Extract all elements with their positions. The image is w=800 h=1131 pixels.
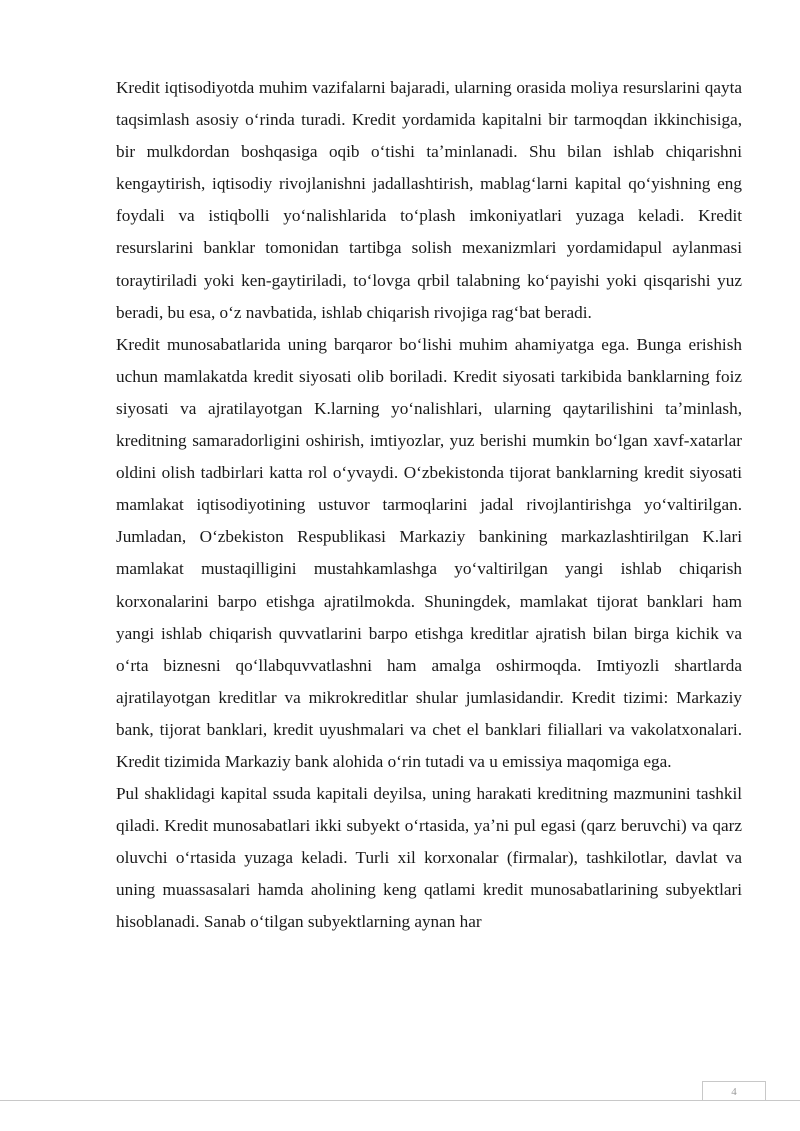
page-number-box xyxy=(702,1081,766,1100)
page-number: 4 xyxy=(731,1086,737,1098)
paragraph-3: Pul shaklidagi kapital ssuda kapitali deyilsa, uning harakati kreditning mazmunini tashkil qiladi. Kredit munosabatlari ikki subyekt oʻrtasida, yaʼni pul egasi (qarz beruvchi) va qarz oluvchi oʻrtasida yuzaga keladi. Turli xil korxonalar (firmalar), tashkilotlar, davlat va uning muassasalari hamda aholining keng qatlami kredit munosabatlarining subyektlari hisoblanadi. Sanab oʻtilgan subyektlarning aynan har xyxy=(116,784,742,932)
footer-divider xyxy=(0,1100,800,1101)
paragraph-2: Kredit munosabatlarida uning barqaror boʻlishi muhim ahamiyatga ega. Bunga erishish uchun mamlakatda kredit siyosati olib boriladi. Kredit siyosati tarkibida banklarning foiz siyosati va ajratilayotgan K.larning yoʻnalishlari, ularning qaytarilishini taʼminlash, kreditning samaradorligini oshirish, imtiyozlar, yuz berishi mumkin boʻlgan xavf-xatarlar oldini olish tadbirlari katta rol oʻyvaydi. Oʻzbekistonda tijorat banklarning kredit siyosati mamlakat iqtisodiyotining ustuvor tarmoqlarini jadal rivojlantirishga yoʻvaltirilgan. Jumladan, Oʻzbekiston Respublikasi Markaziy bankining markazlashtirilgan K.lari mamlakat mustaqilligini mustahkamlashga yoʻvaltirilgan yangi ishlab chiqarish korxonalarini barpo etishga ajratilmokda. Shuningdek, mamlakat tijorat banklari ham yangi ishlab chiqarish quvvatlarini barpo etishga kreditlar ajratish bilan birga kichik va oʻrta biznesni qoʻllabquvvatlashni ham amalga oshirmoqda. Imtiyozli shartlarda ajratilayotgan kreditlar va mikrokreditlar shular jumlasidandir. Kredit tizimi: Markaziy bank, tijorat banklari, kredit uyushmalari va chet el banklari filiallari va vakolatxonalari. Kredit tizimida Markaziy bank alohida oʻrin tutadi va u emissiya maqomiga ega. xyxy=(116,334,742,771)
document-body xyxy=(116,72,742,939)
paragraph-1: Kredit iqtisodiyotda muhim vazifalarni bajaradi, ularning orasida moliya resurslarini qayta taqsimlash asosiy oʻrinda turadi. Kredit yordamida kapitalni bir tarmoqdan ikkinchisiga, bir mulkdordan boshqasiga oqib oʻtishi taʼminlanadi. Shu bilan ishlab chiqarishni kengaytirish, iqtisodiy rivojlanishni jadallashtirish, mablagʻlarni kapital qoʻyishning eng foydali va istiqbolli yoʻnalishlarida toʻplash imkoniyatlari yuzaga keladi. Kredit resurslarini banklar tomonidan tartibga solish mexanizmlari yordamidapul aylanmasi toraytiriladi yoki ken-gaytiriladi, toʻlovga qrbil talabning koʻpayishi yoki qisqarishi yuz beradi, bu esa, oʻz navbatida, ishlab chiqarish rivojiga ragʻbat beradi. xyxy=(116,78,742,322)
